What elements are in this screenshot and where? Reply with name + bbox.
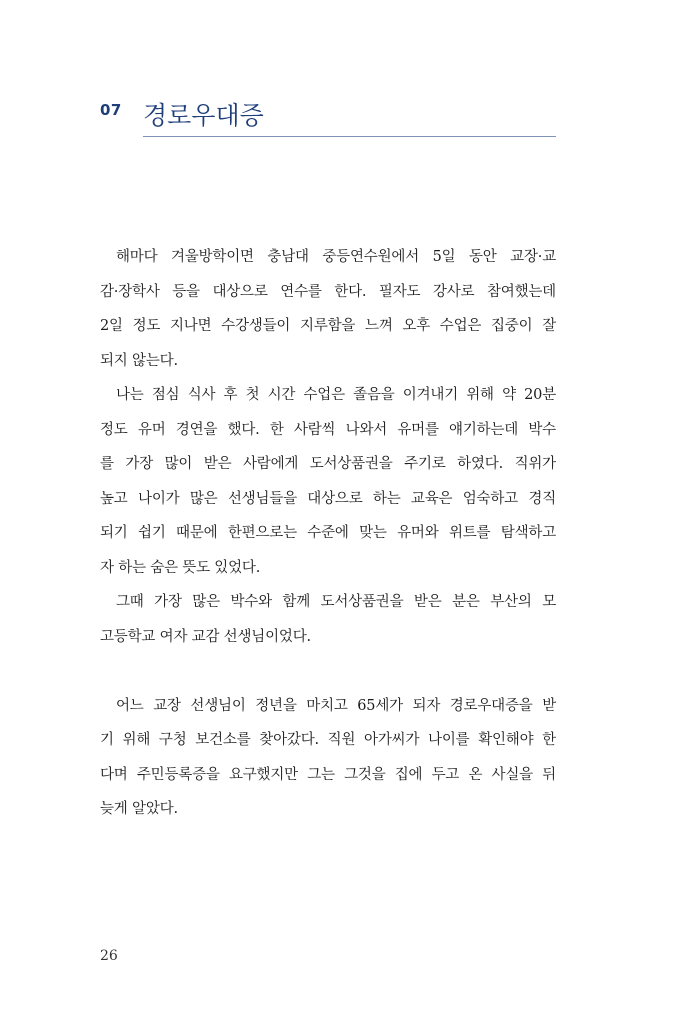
paragraph-2: [100, 378, 556, 585]
body-text: [100, 240, 556, 827]
text-line: 되지 않는다.: [100, 352, 178, 369]
page-number: 26: [100, 948, 118, 964]
text-line: 다며 주민등록증을 요구했지만 그는 그것을 집에 두고 온 사실을 뒤: [100, 766, 556, 783]
text-line: 되기 쉽기 때문에 한편으로는 수준에 맞는 유머와 위트를 탐색하고: [100, 525, 556, 541]
text-line: 기 위해 구청 보건소를 찾아갔다. 직원 아가씨가 나이를 확인해야 한: [100, 732, 556, 748]
text-line: 자 하는 숨은 뜻도 있었다.: [100, 559, 261, 576]
text-line: 늦게 알았다.: [100, 801, 178, 817]
chapter-title: 경로우대증: [143, 101, 264, 130]
paragraph-1: [100, 240, 556, 378]
text-line: 해마다 겨울방학이면 충남대 중등연수원에서 5일 동안 교장·교: [116, 249, 556, 265]
text-line: 고등학교 여자 교감 선생님이었다.: [100, 628, 311, 645]
text-line: 정도 유머 경연을 했다. 한 사람씩 나와서 유머를 얘기하는데 박수: [100, 421, 556, 438]
text-line: 2일 정도 지나면 수강생들이 지루함을 느껴 오후 수업은 집중이 잘: [100, 318, 556, 334]
text-line: 어느 교장 선생님이 정년을 마치고 65세가 되자 경로우대증을 받: [116, 697, 556, 714]
text-line: 감·장학사 등을 대상으로 연수를 한다. 필자도 강사로 참여했는데: [100, 283, 556, 300]
chapter-number: 07: [100, 101, 122, 119]
text-line: 를 가장 많이 받은 사람에게 도서상품권을 주기로 하였다. 직위가: [100, 456, 556, 472]
text-line: 그때 가장 많은 박수와 함께 도서상품권을 받은 분은 부산의 모: [116, 594, 556, 610]
paragraph-spacer: [100, 654, 556, 689]
text-line: 높고 나이가 많은 선생님들을 대상으로 하는 교육은 엄숙하고 경직: [100, 490, 556, 507]
paragraph-3: [100, 585, 556, 654]
title-underline: [143, 136, 556, 137]
paragraph-4: [100, 689, 556, 827]
text-line: 나는 점심 식사 후 첫 시간 수업은 졸음을 이겨내기 위해 약 20분: [116, 387, 556, 403]
